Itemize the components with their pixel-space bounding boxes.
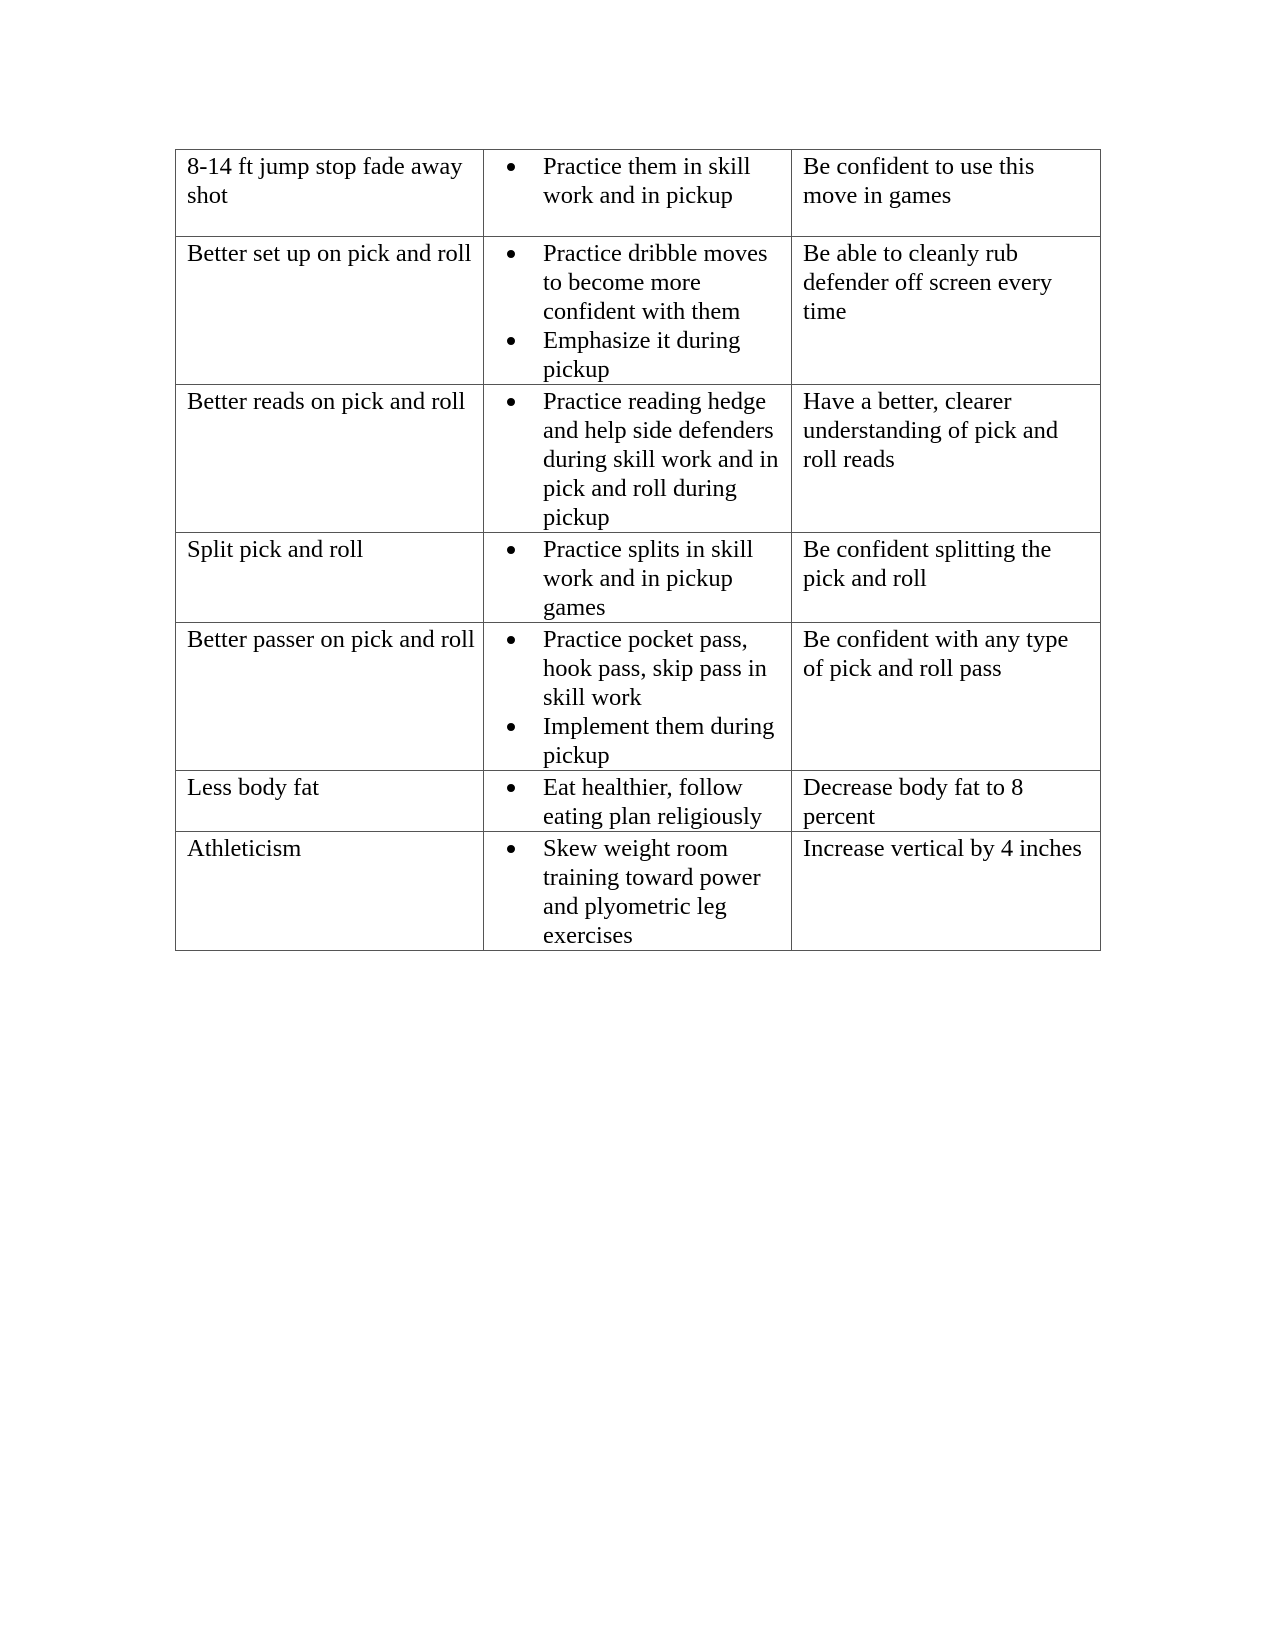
step-text: Practice dribble moves to become more confident with them — [543, 240, 768, 325]
bullet-icon — [507, 845, 515, 853]
step-text: Implement them during pickup — [543, 713, 775, 769]
steps-list — [484, 152, 787, 210]
step-text: Emphasize it during pickup — [543, 327, 741, 383]
steps-cell — [484, 623, 792, 771]
goal-cell: Better reads on pick and roll — [176, 385, 484, 533]
bullet-icon — [507, 723, 515, 731]
list-item — [484, 625, 787, 712]
table-row — [176, 385, 1101, 533]
step-text: Practice pocket pass, hook pass, skip pass in skill work — [543, 626, 767, 711]
step-text: Eat healthier, follow eating plan religiously — [543, 774, 763, 830]
goal-cell: Athleticism — [176, 832, 484, 951]
steps-list — [484, 834, 787, 950]
steps-cell — [484, 385, 792, 533]
bullet-icon — [507, 546, 515, 554]
goal-cell: Better passer on pick and roll — [176, 623, 484, 771]
steps-list — [484, 773, 787, 831]
steps-list — [484, 387, 787, 532]
bullet-icon — [507, 250, 515, 258]
step-text: Practice them in skill work and in pickup — [543, 153, 751, 209]
step-text: Practice reading hedge and help side defenders during skill work and in pick and roll during pickup — [543, 388, 779, 531]
list-item — [484, 387, 787, 532]
outcome-cell: Be confident with any type of pick and roll pass — [792, 623, 1101, 771]
steps-cell — [484, 771, 792, 832]
bullet-icon — [507, 337, 515, 345]
steps-cell — [484, 533, 792, 623]
steps-cell — [484, 237, 792, 385]
table-row — [176, 771, 1101, 832]
table-row — [176, 150, 1101, 237]
step-text: Skew weight room training toward power and plyometric leg exercises — [543, 835, 761, 949]
bullet-icon — [507, 636, 515, 644]
list-item — [484, 535, 787, 622]
goal-cell: 8-14 ft jump stop fade away shot — [176, 150, 484, 237]
steps-list — [484, 625, 787, 770]
outcome-cell: Decrease body fat to 8 percent — [792, 771, 1101, 832]
goal-cell: Split pick and roll — [176, 533, 484, 623]
list-item — [484, 834, 787, 950]
steps-list — [484, 535, 787, 622]
bullet-icon — [507, 398, 515, 406]
goal-cell: Less body fat — [176, 771, 484, 832]
steps-cell — [484, 832, 792, 951]
bullet-icon — [507, 784, 515, 792]
steps-list — [484, 239, 787, 384]
table-row — [176, 832, 1101, 951]
outcome-cell: Be confident splitting the pick and roll — [792, 533, 1101, 623]
table-row — [176, 533, 1101, 623]
table-row — [176, 623, 1101, 771]
step-text: Practice splits in skill work and in pickup games — [543, 536, 754, 621]
outcome-cell: Be confident to use this move in games — [792, 150, 1101, 237]
list-item — [484, 712, 787, 770]
outcome-cell: Have a better, clearer understanding of pick and roll reads — [792, 385, 1101, 533]
list-item — [484, 773, 787, 831]
table-row — [176, 237, 1101, 385]
outcome-cell: Be able to cleanly rub defender off screen every time — [792, 237, 1101, 385]
goals-table — [175, 149, 1101, 951]
bullet-icon — [507, 163, 515, 171]
goal-cell: Better set up on pick and roll — [176, 237, 484, 385]
list-item — [484, 326, 787, 384]
steps-cell — [484, 150, 792, 237]
outcome-cell: Increase vertical by 4 inches — [792, 832, 1101, 951]
list-item — [484, 239, 787, 326]
list-item — [484, 152, 787, 210]
